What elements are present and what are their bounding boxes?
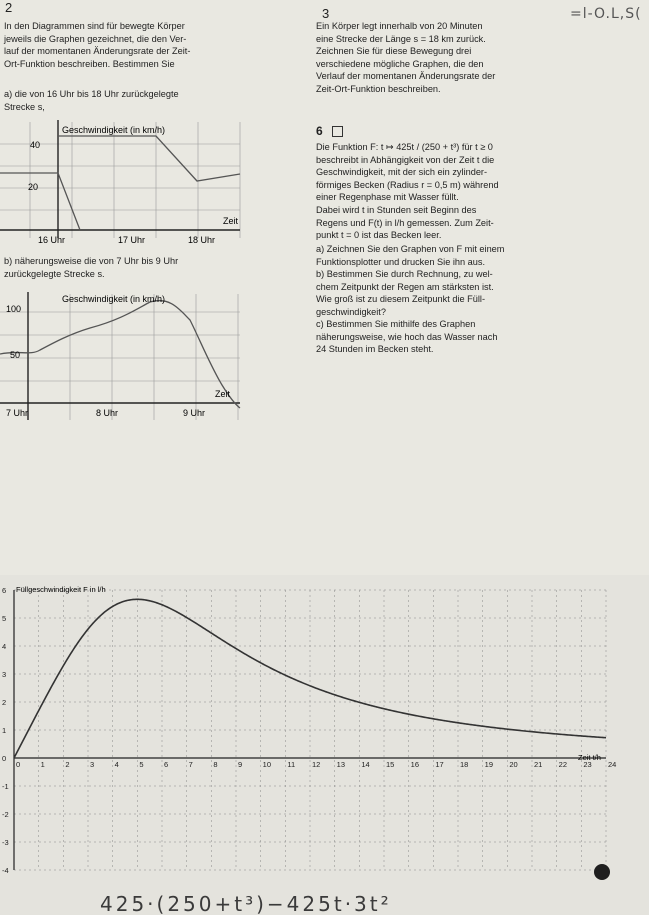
exercise-6-number: 6 [316, 124, 323, 138]
plot-y-tick: 2 [2, 698, 7, 707]
y-tick-100: 100 [6, 304, 22, 314]
x-tick-9: 9 Uhr [183, 408, 206, 418]
x-tick-8: 8 Uhr [96, 408, 119, 418]
task-6c-text: c) Bestimmen Sie mithilfe des Graphen näherungsweise, wie hoch das Wasser nach 24 Stunden im Becken steht. [316, 319, 498, 355]
plot-y-tick: 4 [2, 642, 7, 651]
plot-y-tick: -2 [2, 810, 9, 819]
velocity-line-a [58, 136, 240, 181]
y-axis-label: Geschwindigkeit (in km/h) [62, 125, 166, 135]
x-axis-label: Zeit [215, 389, 231, 399]
plot-y-tick: -1 [2, 782, 9, 791]
left-intro-text: In den Diagrammen sind für bewegte Körper jeweils die Graphen gezeichnet, die den Ver- lauf der momentanen Änderungsrate der Zeit- Ort-Funktion beschreiben. Bestimmen Sie [4, 21, 191, 69]
plot-x-tick: 13 [336, 760, 346, 769]
velocity-curve-b [0, 301, 240, 408]
plot-y-tick: -3 [2, 838, 9, 847]
plot-x-tick: 21 [534, 760, 543, 769]
x-tick-17: 17 Uhr [118, 235, 146, 245]
y-axis-label: Geschwindigkeit (in km/h) [62, 294, 166, 304]
handwritten-note-bottom: 425·(250+t³)−425t·3t² [100, 892, 392, 915]
plot-x-tick: 19 [484, 760, 494, 769]
plot-y-tick: -4 [2, 866, 9, 875]
plot-x-tick: 16 [410, 760, 420, 769]
y-tick-50: 50 [10, 350, 21, 360]
plot-x-tick: 22 [558, 760, 568, 769]
plot-y-tick: 6 [2, 586, 7, 595]
page-number-left: 2 [5, 0, 13, 15]
fill-rate-plot [0, 580, 620, 880]
plot-y-tick: 1 [2, 726, 7, 735]
y-tick-20: 20 [28, 182, 39, 192]
plot-x-tick: 5 [139, 760, 144, 769]
media-icon [332, 126, 343, 137]
plot-x-tick: 4 [114, 760, 119, 769]
plot-x-tick: 20 [509, 760, 518, 769]
plot-y-tick: 5 [2, 614, 7, 623]
plot-x-tick: 18 [460, 760, 469, 769]
plot-x-tick: 6 [164, 760, 169, 769]
plot-x-tick: 24 [608, 760, 617, 769]
plot-x-tick: 9 [238, 760, 243, 769]
plot-title: Füllgeschwindigkeit F in l/h [16, 585, 106, 594]
plot-x-tick: 7 [188, 760, 193, 769]
plot-x-tick: 17 [435, 760, 444, 769]
plot-x-tick: 8 [213, 760, 218, 769]
plot-x-tick: 14 [361, 760, 370, 769]
velocity-graph-a [0, 118, 245, 254]
velocity-graph-b [0, 290, 245, 430]
plot-x-tick: 12 [312, 760, 321, 769]
plot-x-tick: 23 [583, 760, 592, 769]
exercise-5-text: Ein Körper legt innerhalb von 20 Minuten eine Strecke der Länge s = 18 km zurück. Zeichnen Sie für diese Bewegung drei verschiedene mögliche Graphen, die den Verlauf der momentanen Änderungsrate der Zeit-Ort-Funktion beschreiben. [316, 21, 496, 94]
x-tick-7: 7 Uhr [6, 408, 29, 418]
handwritten-note-top: =l-O.L,S( [570, 6, 642, 22]
exercise-6-text: Die Funktion F: t ↦ 425t / (250 + t³) für t ≥ 0 beschreibt in Abhängigkeit von der Zeit t die Geschwindigkeit, mit der sich ein zylinder- förmiges Becken (Radius r = 0,5 m) während einer Regenphase mit Wasser füllt. Dabei wird t in Stunden seit Beginn des Regens und F(t) in l/h gemessen. Zum Zeit- punkt t = 0 ist das Becken leer. [316, 142, 499, 241]
plot-x-tick: 0 [16, 760, 21, 769]
task-a-text: a) die von 16 Uhr bis 18 Uhr zurückgelegte Strecke s, [4, 89, 179, 112]
plot-x-tick: 15 [386, 760, 395, 769]
plot-x-tick: 11 [287, 760, 296, 769]
page-dot-mark [594, 864, 610, 880]
plot-x-tick: 10 [262, 760, 272, 769]
plot-x-tick: 1 [40, 760, 45, 769]
x-tick-18: 18 Uhr [188, 235, 216, 245]
plot-y-tick: 3 [2, 670, 7, 679]
plot-y-tick: 0 [2, 754, 7, 763]
page-number-right: 3 [322, 6, 330, 21]
plot-x-tick: 2 [65, 760, 70, 769]
y-tick-40: 40 [30, 140, 41, 150]
x-axis-label: Zeit [223, 216, 239, 226]
plot-x-label: Zeit t/h [578, 753, 601, 762]
plot-curve-F [14, 599, 606, 758]
task-6a-text: a) Zeichnen Sie den Graphen von F mit einem Funktionsplotter und drucken Sie ihn aus. [316, 244, 505, 267]
plot-x-tick: 3 [90, 760, 95, 769]
task-6b-text: b) Bestimmen Sie durch Rechnung, zu wel- chem Zeitpunkt der Regen am stärksten ist. Wie groß ist zu diesem Zeitpunkt die Füll- geschwindigkeit? [316, 269, 494, 317]
task-b-text: b) näherungsweise die von 7 Uhr bis 9 Uhr zurückgelegte Strecke s. [4, 256, 179, 279]
x-tick-16: 16 Uhr [38, 235, 66, 245]
